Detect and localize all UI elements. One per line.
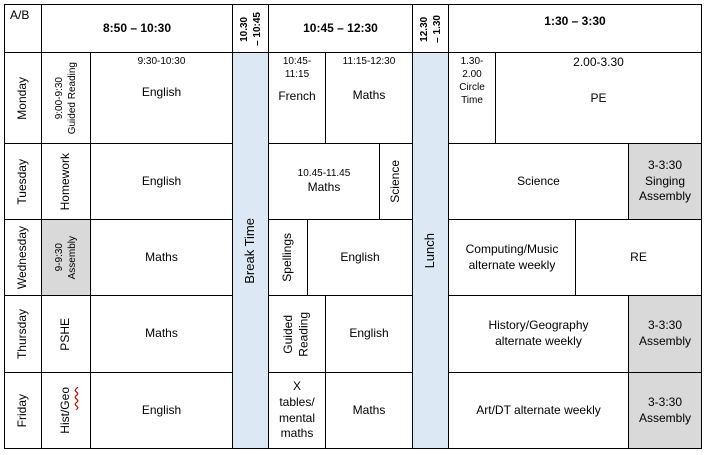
corner-label: A/B: [10, 8, 30, 22]
tuesday-science-am: Science: [379, 143, 413, 220]
friday-hist-geo: Hist/ Geo: [41, 372, 91, 449]
thursday-pshe: PSHE: [41, 295, 91, 373]
tuesday-homework: Homework: [41, 143, 91, 220]
wednesday-maths: Maths: [90, 219, 233, 296]
friday-art-dt: Art/DT alternate weekly: [448, 372, 629, 449]
wednesday-english: English: [307, 219, 413, 296]
day-tuesday: Tuesday: [4, 143, 42, 220]
day-friday: Friday: [4, 372, 42, 449]
thursday-assembly: 3-3:30 Assembly: [628, 295, 702, 373]
lunch-time-header: 12.30 – 1.30: [412, 4, 449, 53]
tuesday-maths: 10.45-11.45 Maths: [268, 143, 380, 220]
lunch-label: Lunch: [422, 232, 438, 269]
monday-circle-time: 1.30- 2.00 Circle Time: [448, 52, 496, 144]
friday-times-tables: X tables/ mental maths: [268, 372, 326, 449]
wednesday-computing-music: Computing/Music alternate weekly: [448, 219, 576, 296]
break-time-label: Break Time: [242, 217, 258, 284]
corner-label-cell: [4, 4, 42, 53]
monday-pe: 2.00-3.30 PE: [495, 52, 702, 144]
monday-english: 9:30-10:30 English: [90, 52, 233, 144]
break-time-header: 10.30 – 10:45: [232, 4, 269, 53]
wednesday-re: RE: [575, 219, 702, 296]
tuesday-singing-assembly: 3-3:30 Singing Assembly: [628, 143, 702, 220]
thursday-guided-reading: Guided Reading: [268, 295, 326, 373]
thursday-history-geography: History/Geography alternate weekly: [448, 295, 629, 373]
lunch-column: [412, 52, 449, 449]
session1-header: 8:50 – 10:30: [41, 4, 233, 53]
session3-header: 1:30 – 3:30: [448, 4, 702, 53]
day-wednesday: Wednesday: [4, 219, 42, 296]
friday-english: English: [90, 372, 233, 449]
tuesday-science-pm: Science: [448, 143, 629, 220]
thursday-english: English: [325, 295, 413, 373]
day-monday: Monday: [4, 52, 42, 144]
monday-french: 10:45- 11:15 French: [268, 52, 326, 144]
wednesday-spellings: Spellings: [268, 219, 308, 296]
friday-maths: Maths: [325, 372, 413, 449]
session2-header: 10:45 – 12:30: [268, 4, 413, 53]
friday-assembly: 3-3:30 Assembly: [628, 372, 702, 449]
wednesday-assembly: 9-9:30 Assembly: [41, 219, 91, 296]
monday-maths: 11:15-12:30 Maths: [325, 52, 413, 144]
break-time-column: [232, 52, 269, 449]
tuesday-english: English: [90, 143, 233, 220]
thursday-maths: Maths: [90, 295, 233, 373]
monday-guided-reading: 9:00-9:30 Guided Reading: [41, 52, 91, 144]
day-thursday: Thursday: [4, 295, 42, 373]
